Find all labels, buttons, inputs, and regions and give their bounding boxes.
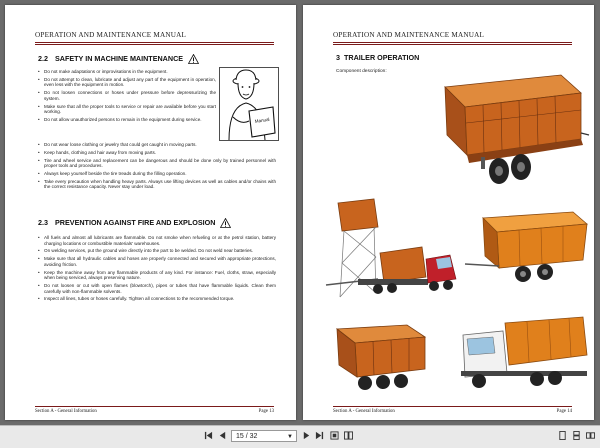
page-header: OPERATION AND MAINTENANCE MANUAL <box>333 31 485 39</box>
page-13 <box>5 5 296 420</box>
two-page-view-button[interactable] <box>343 431 353 443</box>
worker-reading-manual-illustration <box>219 67 279 141</box>
list-item: • On welding services, put the ground wire directly into the part to be welded. Do not weld near batteries. <box>38 248 276 254</box>
list-item: • Always keep yourself beside the tire treads during the filling operation. <box>38 171 276 177</box>
single-page-view-button[interactable] <box>557 431 567 443</box>
section-number: 3 <box>336 53 340 62</box>
header-rule <box>333 42 572 43</box>
list-item: • Keep the machine away from any flammable products of any kind. For instance: Fuel, cloths, straw, especially when being serviced, always preserving nature. <box>38 270 276 281</box>
fit-page-button[interactable] <box>329 431 339 443</box>
section-title-text: TRAILER OPERATION <box>344 53 420 62</box>
list-item: • All fuels and almost all lubricants are flammable. Do not smoke when refueling or at the petrol station, battery charging locations or combustible materials' warehouses. <box>38 235 276 246</box>
trailer-lifting-tower-illustration <box>318 197 458 305</box>
trailer-dump-illustration <box>463 210 591 288</box>
section-title-text: PREVENTION AGAINST FIRE AND EXPLOSION <box>55 218 216 227</box>
list-item: • Inspect all lines, tubes or hoses carefully. Tighten all connections to the recommended torque. <box>38 296 276 302</box>
list-item: • Tire and wheel service and replacement can be dangerous and should be done only by trained personnel with proper tools and procedures. <box>38 158 276 169</box>
list-item: • Do not loosen connections or hoses under pressure before depressurizing the system. <box>38 90 216 101</box>
footer-section: Section A - General Information <box>333 409 395 414</box>
list-item: • Do not allow unauthorized persons to remain in the equipment during service. <box>38 117 216 123</box>
next-page-icon <box>302 431 311 440</box>
list-item: • Keep hands, clothing and hair away from moving parts. <box>38 150 276 156</box>
last-page-icon <box>315 431 324 440</box>
page-number-select[interactable] <box>231 430 297 442</box>
viewer-toolbar <box>0 425 600 448</box>
spread-icon <box>586 431 595 440</box>
section-number: 2.2 <box>38 54 48 63</box>
warning-icon <box>220 218 231 228</box>
truck-with-trailer-illustration <box>453 315 591 397</box>
document-icon <box>558 431 567 440</box>
footer-page-number: Page 14 <box>556 409 572 414</box>
section-title-text: SAFETY IN MACHINE MAINTENANCE <box>55 54 184 63</box>
fire-prevention-list <box>38 235 276 304</box>
page-indicator: 15 / 32 <box>236 433 258 440</box>
header-rule <box>333 44 572 45</box>
first-page-button[interactable] <box>203 431 213 443</box>
warning-icon <box>188 54 199 64</box>
previous-page-icon <box>218 431 227 440</box>
safety-list-continued <box>38 142 276 192</box>
page-14 <box>303 5 594 420</box>
fit-page-icon <box>330 431 339 440</box>
component-description-label: Component description: <box>336 69 387 74</box>
list-item: • Make sure that all hydraulic cables and hoses are properly connected and secured with appropriate protections, avoiding friction. <box>38 256 276 267</box>
chevron-down-icon: ▼ <box>287 434 293 440</box>
list-item: • Do not make adaptations or improvisations in the equipment. <box>38 69 216 75</box>
two-page-icon <box>344 431 353 440</box>
list-item: • Take every precaution when handling heavy parts. Always use lifting devices as well as cables and/or chains with the correct resistance capacity. Never stay under load. <box>38 179 276 190</box>
first-page-icon <box>204 431 213 440</box>
page-header: OPERATION AND MAINTENANCE MANUAL <box>35 31 187 39</box>
section-title-trailer <box>336 53 419 62</box>
page-footer <box>333 406 572 414</box>
list-item: • Do not attempt to clean, lubricate and adjust any part of the equipment in operation, even less with the equipment in motion. <box>38 77 216 88</box>
spread-view-button[interactable] <box>585 431 595 443</box>
list-item: • Make sure that all the proper tools to service or repair are available before you start working. <box>38 104 216 115</box>
section-title-fire <box>38 218 231 228</box>
header-rule <box>35 44 274 45</box>
page-footer <box>35 406 274 414</box>
footer-section: Section A - General Information <box>35 409 97 414</box>
next-page-button[interactable] <box>301 431 311 443</box>
previous-page-button[interactable] <box>217 431 227 443</box>
section-number: 2.3 <box>38 218 48 227</box>
manual-cover-text: Manual <box>254 116 270 124</box>
last-page-button[interactable] <box>314 431 324 443</box>
pages-icon <box>572 431 581 440</box>
trailer-main-illustration <box>431 73 591 191</box>
safety-list <box>38 69 216 125</box>
trailer-small-illustration <box>325 323 433 393</box>
footer-page-number: Page 13 <box>258 409 274 414</box>
continuous-view-button[interactable] <box>571 431 581 443</box>
section-title-safety <box>38 54 199 64</box>
list-item: • Do not loosen or cut with open flames (blowtorch), pipes or tubes that have flammable liquids. Clean them carefully with non-flammable solvents. <box>38 283 276 294</box>
header-rule <box>35 42 274 43</box>
list-item: • Do not wear loose clothing or jewelry that could get caught in moving parts. <box>38 142 276 148</box>
